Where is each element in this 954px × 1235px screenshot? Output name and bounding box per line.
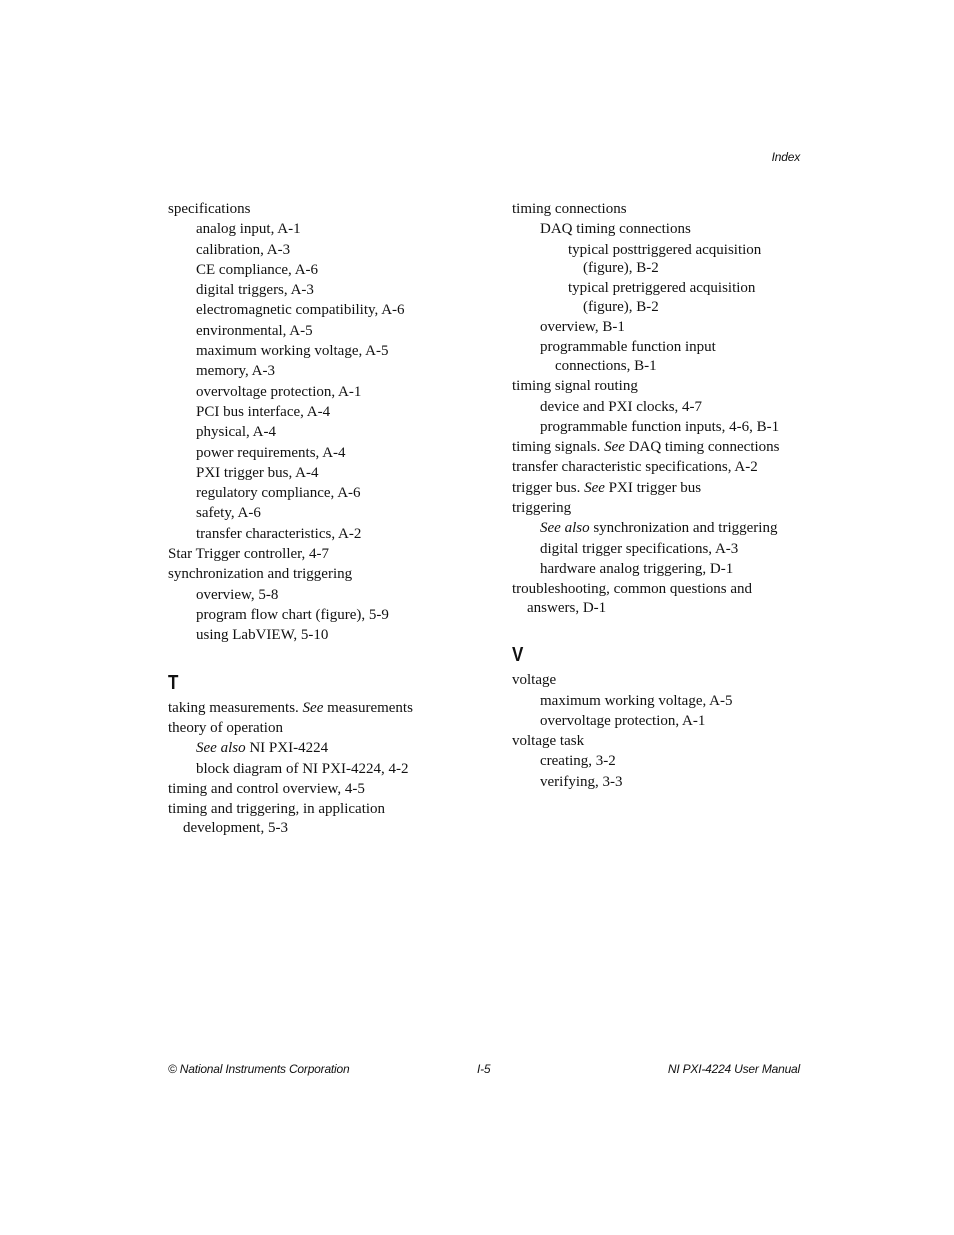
index-entry-text: physical, A-4: [196, 424, 276, 441]
index-entry: [168, 444, 468, 463]
index-entry: [168, 719, 468, 738]
index-entry-text: overview, 5-8: [196, 586, 279, 603]
index-entry: [512, 773, 822, 792]
index-entry: [512, 220, 822, 239]
index-entry-continuation: connections, B-1: [555, 357, 657, 374]
index-entry-target: NI PXI-4224: [245, 740, 329, 757]
index-entry-text: timing signals.: [512, 439, 605, 456]
index-entry-text: taking measurements.: [168, 699, 303, 716]
index-entry: [168, 626, 468, 645]
index-see-reference: See: [584, 479, 605, 496]
index-entry: [168, 220, 468, 239]
index-entry: [168, 261, 468, 280]
index-entry: [512, 279, 822, 316]
index-entry-text: electromagnetic compatibility, A-6: [196, 302, 405, 319]
index-entry: [168, 200, 468, 219]
index-entry: [168, 464, 468, 483]
index-entry-target: synchronization and triggering: [589, 520, 778, 537]
index-entry: [512, 712, 822, 731]
index-entry: [168, 739, 468, 758]
index-entry-text: safety, A-6: [196, 505, 261, 522]
index-entry-text: hardware analog triggering, D-1: [540, 560, 734, 577]
index-entry-text: creating, 3-2: [540, 753, 616, 770]
index-entry: [168, 760, 468, 779]
index-entry-text: regulatory compliance, A-6: [196, 485, 361, 502]
index-entry-text: programmable function input: [540, 339, 716, 356]
index-entry-text: timing and triggering, in application: [168, 801, 386, 818]
index-entry: [512, 671, 822, 690]
index-entry-text: voltage: [512, 672, 557, 689]
index-entry: [168, 504, 468, 523]
index-entry-text: programmable function inputs, 4-6, B-1: [540, 418, 780, 435]
footer-copyright: © National Instruments Corporation: [168, 1062, 350, 1076]
index-entry-text: maximum working voltage, A-5: [540, 692, 733, 709]
index-entry: [512, 241, 822, 278]
index-entry-text: timing and control overview, 4-5: [168, 780, 365, 797]
index-entry: [512, 318, 822, 337]
index-entry: [168, 322, 468, 341]
index-entry: [512, 438, 822, 457]
index-column-right: [512, 200, 822, 793]
index-entry: [512, 458, 822, 477]
index-entry: [168, 362, 468, 381]
index-entry-text: timing signal routing: [512, 378, 638, 395]
index-entry: [512, 752, 822, 771]
index-entry-text: specifications: [168, 201, 251, 217]
index-entry-text: calibration, A-3: [196, 241, 291, 258]
index-entry: [512, 479, 822, 498]
index-entry: [168, 383, 468, 402]
index-entry: [512, 398, 822, 417]
index-entry: [512, 580, 822, 617]
index-entry: [168, 241, 468, 260]
index-see-reference: See also: [196, 740, 246, 757]
index-entry: [512, 499, 822, 518]
index-entry: [168, 586, 468, 605]
index-entry-text: overview, B-1: [540, 319, 625, 336]
index-entry: [168, 699, 468, 718]
index-entry-text: troubleshooting, common questions and: [512, 581, 752, 598]
index-entry-text: PXI trigger bus, A-4: [196, 464, 319, 481]
index-entry-continuation: (figure), B-2: [583, 260, 659, 277]
index-entry-text: timing connections: [512, 201, 627, 217]
index-entry-target: DAQ timing connections: [624, 439, 780, 456]
index-entry: [168, 606, 468, 625]
index-see-reference: See: [604, 439, 625, 456]
index-entry-continuation: (figure), B-2: [583, 298, 659, 315]
index-entry: [168, 525, 468, 544]
index-entry: [168, 301, 468, 320]
index-entry-text: typical pretriggered acquisition: [568, 280, 756, 297]
index-entry: [512, 338, 822, 375]
index-entry-text: typical posttriggered acquisition: [568, 241, 762, 258]
index-entry: [168, 281, 468, 300]
index-letter-heading: T: [168, 671, 179, 694]
index-entry-text: power requirements, A-4: [196, 444, 346, 461]
index-entry: [512, 519, 822, 538]
index-entry-continuation: development, 5-3: [183, 819, 288, 836]
index-entry-text: using LabVIEW, 5-10: [196, 627, 329, 644]
index-entry-text: maximum working voltage, A-5: [196, 343, 389, 360]
index-entry-text: digital trigger specifications, A-3: [540, 540, 739, 557]
footer-page-number: I-5: [477, 1062, 491, 1076]
index-entry: [512, 540, 822, 559]
index-entry-text: overvoltage protection, A-1: [540, 712, 706, 729]
index-entry-text: voltage task: [512, 733, 585, 750]
index-entry-text: triggering: [512, 500, 572, 517]
index-entry-target: measurements: [323, 699, 413, 716]
index-letter-heading: V: [512, 644, 524, 667]
index-entry-text: digital triggers, A-3: [196, 282, 314, 299]
running-header: Index: [771, 150, 800, 164]
index-entry-text: block diagram of NI PXI-4224, 4-2: [196, 760, 409, 777]
index-see-reference: See also: [540, 520, 590, 537]
index-entry: [168, 342, 468, 361]
index-entry-text: overvoltage protection, A-1: [196, 383, 362, 400]
index-column-left: [168, 200, 468, 839]
index-entry: [512, 732, 822, 751]
index-entry: [168, 565, 468, 584]
index-entry: [512, 560, 822, 579]
index-entry: [168, 800, 468, 837]
footer-manual-title: NI PXI-4224 User Manual: [667, 1062, 800, 1076]
index-entry-text: DAQ timing connections: [540, 221, 691, 238]
index-entry: [168, 484, 468, 503]
index-entry: [168, 403, 468, 422]
index-entry-text: PCI bus interface, A-4: [196, 403, 331, 420]
index-entry-text: program flow chart (figure), 5-9: [196, 606, 389, 623]
index-entry: [512, 692, 822, 711]
index-entry-target: PXI trigger bus: [604, 479, 702, 496]
index-see-reference: See: [302, 699, 324, 716]
index-entry: [168, 780, 468, 799]
index-entry-text: CE compliance, A-6: [196, 261, 319, 278]
index-entry-text: transfer characteristic specifications, A-2: [512, 459, 758, 476]
index-entry-text: transfer characteristics, A-2: [196, 525, 362, 542]
index-entry-text: analog input, A-1: [196, 221, 301, 238]
index-entry: [512, 377, 822, 396]
index-entry: [512, 418, 822, 437]
index-entry-text: environmental, A-5: [196, 322, 313, 339]
index-entry-text: device and PXI clocks, 4-7: [540, 398, 703, 415]
index-entry: [512, 200, 822, 219]
index-entry-text: Star Trigger controller, 4-7: [168, 546, 330, 563]
index-entry-continuation: answers, D-1: [527, 599, 607, 616]
index-entry-text: synchronization and triggering: [168, 566, 353, 583]
index-entry: [168, 545, 468, 564]
index-entry-text: theory of operation: [168, 720, 283, 737]
index-entry-text: verifying, 3-3: [540, 773, 623, 790]
index-entry: [168, 423, 468, 442]
index-entry-text: trigger bus.: [512, 479, 585, 496]
index-entry-text: memory, A-3: [196, 363, 276, 380]
